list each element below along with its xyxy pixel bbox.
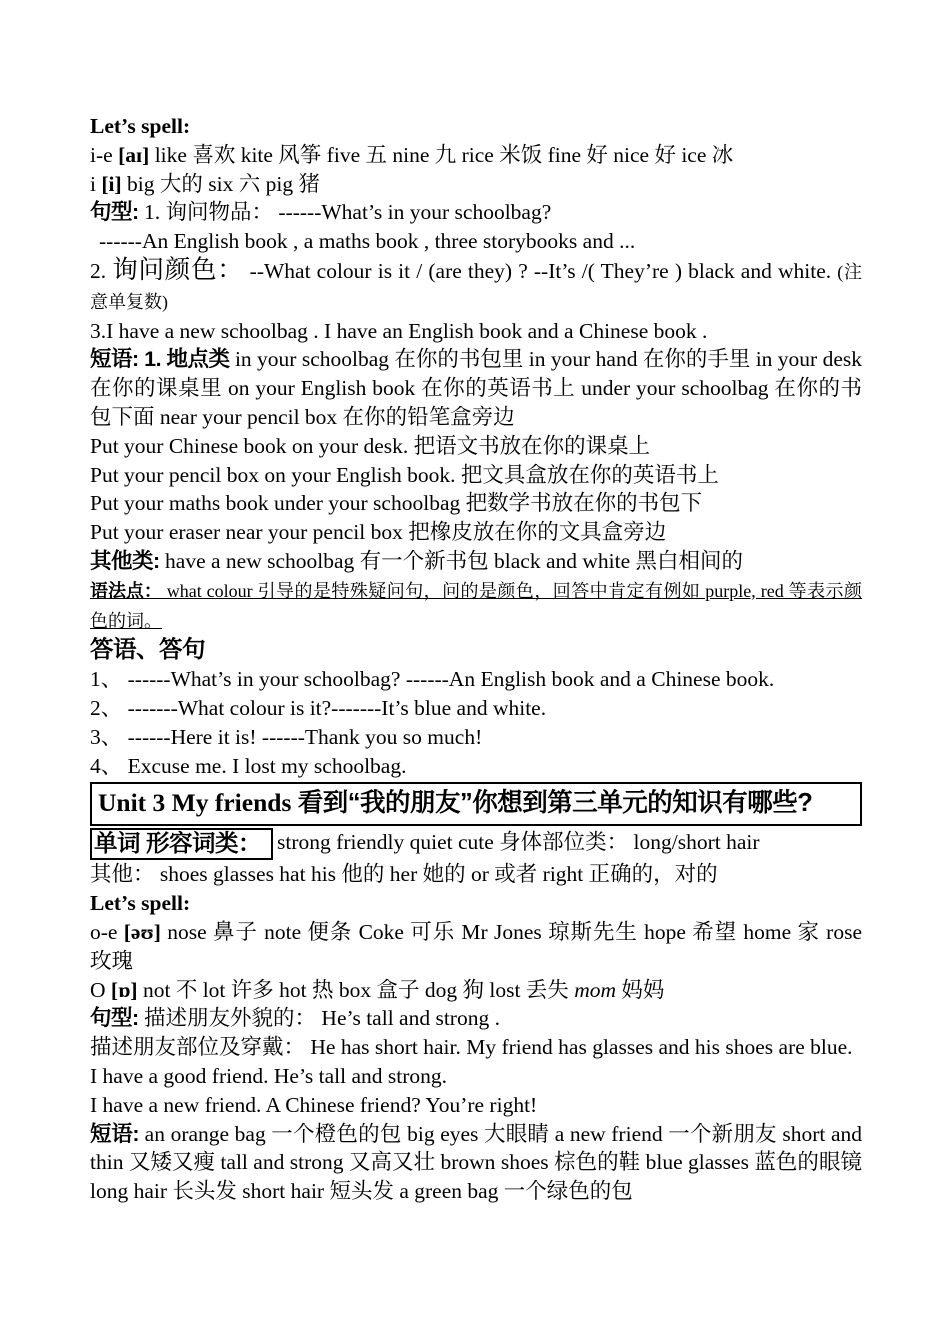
answers-heading — [90, 635, 862, 665]
phrases-location-paragraph — [90, 345, 862, 431]
describe-friend-paragraph — [90, 1033, 862, 1062]
text-run: 句型: — [90, 1006, 139, 1031]
text-run: 其他类: — [90, 548, 160, 573]
text-run: Put your eraser near your pencil box 把橡皮放在你的文具盒旁边 — [90, 520, 667, 545]
document-body — [90, 112, 862, 1206]
have-schoolbag-line — [90, 317, 862, 346]
text-run: 短语: 1. 地点类 — [90, 347, 230, 372]
put-chinese-book-line — [90, 432, 862, 461]
text-run: an orange bag 一个橙色的包 big eyes 大眼睛 a new friend 一个新朋友 short and thin 又矮又瘦 tall and strong 又高又壮 brown shoes 棕色的鞋 blue glasses 蓝色的眼镜 long hair 长头发 short hair 短头发 a green bag 一个绿色的包 — [90, 1121, 862, 1204]
text-run: [i] — [101, 171, 122, 196]
phonics-oe-line — [90, 918, 862, 976]
text-run: ------An English book , a maths book , three storybooks and ... — [99, 229, 636, 254]
phrases-unit3-paragraph — [90, 1120, 862, 1206]
text-run: i — [90, 171, 102, 196]
text-run: 看到“我的朋友”你想到第三单元的知识有哪些? — [297, 789, 813, 818]
text-run: what colour 引导的是特殊疑问句，问的是颜色，回答中肯定有例如 purple, red 等表示颜色的词。 — [90, 580, 862, 631]
other-phrases-line — [90, 547, 862, 576]
new-friend-line — [90, 1091, 862, 1120]
text-run: 2、 -------What colour is it?-------It’s blue and white. — [90, 695, 547, 720]
answer-4 — [90, 752, 862, 781]
sentence-pattern-2-line — [90, 1004, 862, 1033]
lets-spell-heading-1 — [90, 112, 862, 141]
text-run: i-e — [90, 142, 119, 167]
phonics-ie-line — [90, 141, 862, 170]
text-run: 3.I have a new schoolbag . I have an English book and a Chinese book . — [90, 318, 708, 343]
text-run: I have a new friend. A Chinese friend? You’re right! — [90, 1092, 538, 1117]
text-run: big 大的 six 六 pig 猪 — [121, 171, 320, 196]
text-run: [əʊ] — [123, 919, 161, 944]
text-run: strong friendly quiet cute 身体部位类： long/short hair — [277, 830, 760, 855]
text-run: 妈妈 — [616, 977, 665, 1002]
text-run: 3、 ------Here it is! ------Thank you so much! — [90, 724, 483, 749]
text-run: 描述朋友部位及穿戴： He has short hair. My friend has glasses and his shoes are blue. — [90, 1035, 853, 1060]
text-run: --What colour is it / (are they) ? --It’s /( They’re ) black and white. — [243, 258, 838, 283]
sentence-pattern-1-line — [90, 198, 862, 227]
text-run: not 不 lot 许多 hot 热 box 盒子 dog 狗 lost 丢失 — [137, 977, 575, 1002]
text-run: o-e — [90, 919, 124, 944]
answer-1 — [90, 665, 862, 694]
words-others-line — [90, 860, 862, 889]
text-run: 1、 ------What’s in your schoolbag? ------An English book and a Chinese book. — [90, 667, 775, 692]
text-run: 询问颜色： — [112, 254, 244, 284]
put-eraser-line — [90, 518, 862, 547]
text-run: Let’s spell: — [90, 114, 191, 138]
ask-colour-line — [90, 256, 862, 317]
put-maths-book-line — [90, 489, 862, 518]
text-run: Put your maths book under your schoolbag 把数学书放在你的书包下 — [90, 491, 703, 516]
words-adjectives-line — [90, 828, 862, 860]
text-run: I have a good friend. He’s tall and strong. — [90, 1063, 448, 1088]
text-run: 其他： shoes glasses hat his 他的 her 她的 or 或者 right 正确的，对的 — [90, 862, 718, 887]
answer-english-book-line — [90, 227, 862, 256]
text-run: [ɒ] — [110, 977, 138, 1002]
lets-spell-heading-2 — [90, 889, 862, 918]
text-run: like 喜欢 kite 风筝 five 五 nine 九 rice 米饭 fine 好 nice 好 ice 冰 — [149, 142, 734, 167]
text-run: 短语: — [90, 1121, 140, 1146]
text-run: Let’s spell: — [90, 891, 191, 916]
phonics-i-line — [90, 170, 862, 199]
text-run: 语法点： — [90, 580, 162, 601]
put-pencil-box-line — [90, 461, 862, 490]
text-run: 1. 询问物品： ------What’s in your schoolbag? — [138, 200, 552, 225]
good-friend-line — [90, 1062, 862, 1091]
text-run: Put your Chinese book on your desk. 把语文书放在你的课桌上 — [90, 433, 651, 458]
text-run: 单词 形容词类： — [90, 828, 273, 860]
text-run: have a new schoolbag 有一个新书包 black and white 黑白相间的 — [159, 548, 744, 573]
text-run: mom — [574, 977, 616, 1002]
text-run: [aɪ] — [118, 142, 150, 167]
text-run: 答语、答句 — [90, 636, 205, 663]
text-run: 描述朋友外貌的： He’s tall and strong . — [138, 1006, 500, 1031]
unit3-title — [90, 782, 862, 826]
text-run: O — [90, 977, 111, 1002]
answer-2 — [90, 694, 862, 723]
answer-3 — [90, 723, 862, 752]
text-run: 句型: — [90, 200, 139, 225]
text-run: nose 鼻子 note 便条 Coke 可乐 Mr Jones 琼斯先生 hope 希望 home 家 rose 玫瑰 — [90, 919, 862, 973]
text-run: (注意单复数) — [90, 261, 862, 312]
text-run: 2. — [90, 258, 113, 283]
text-run: Put your pencil box on your English book. 把文具盒放在你的英语书上 — [90, 462, 719, 487]
phonics-o-line — [90, 976, 862, 1005]
text-run: 4、 Excuse me. I lost my schoolbag. — [90, 753, 407, 778]
text-run: Unit 3 My friends — [98, 788, 298, 818]
grammar-point-paragraph — [90, 576, 862, 636]
text-run: in your schoolbag 在你的书包里 in your hand 在你的手里 in your desk 在你的课桌里 on your English book 在你的英语书上 under your schoolbag 在你的书包下面 near your pencil box 在你的铅笔盒旁边 — [90, 347, 863, 429]
